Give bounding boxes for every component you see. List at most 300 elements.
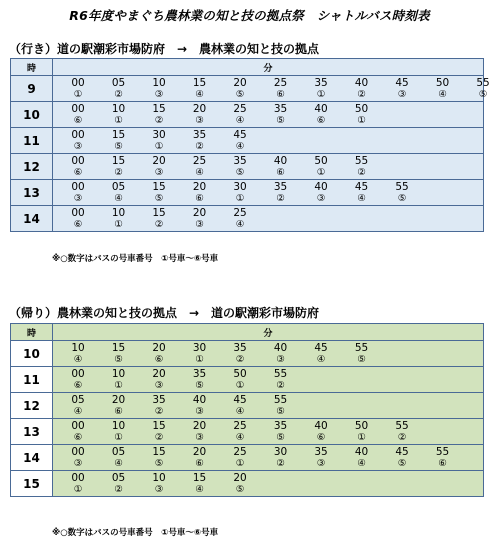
bus-number: ① <box>114 115 123 126</box>
departure-slot <box>222 447 258 469</box>
bus-number: ③ <box>316 458 326 469</box>
departure-slot <box>60 182 96 204</box>
hour-cell: 13 <box>11 419 53 445</box>
departure-minute: 55 <box>354 342 369 354</box>
departure-slot <box>222 130 258 152</box>
departure-slot <box>344 156 380 178</box>
departure-slot <box>60 369 96 391</box>
departure-minute: 35 <box>273 420 288 432</box>
outbound-note: ※○数字はバスの号車番号 ①号車～⑥号車 <box>52 254 219 264</box>
departure-minute: 25 <box>233 103 247 115</box>
departure-slot <box>182 447 218 469</box>
bus-number: ⑥ <box>73 219 83 230</box>
bus-number: ⑤ <box>114 141 123 152</box>
departure-slot <box>222 156 258 178</box>
timetable-row <box>11 206 484 232</box>
departure-slot <box>222 421 258 443</box>
departure-slot <box>60 473 96 495</box>
departure-minute: 05 <box>71 394 85 406</box>
departure-slot <box>182 421 218 443</box>
departure-slot <box>182 369 218 391</box>
departure-minute: 00 <box>71 129 85 141</box>
bus-number: ② <box>195 141 204 152</box>
departure-slot <box>60 78 96 100</box>
departure-slot <box>60 395 96 417</box>
bus-number: ④ <box>195 89 204 100</box>
bus-number: ④ <box>114 458 123 469</box>
departure-minute: 40 <box>273 155 288 167</box>
departure-minute: 00 <box>71 207 85 219</box>
departure-slot <box>303 156 339 178</box>
departure-slot <box>182 208 218 230</box>
bus-number: ② <box>114 484 123 495</box>
departure-slot <box>60 130 96 152</box>
departure-minute: 20 <box>192 446 207 458</box>
bus-number: ② <box>114 167 123 178</box>
departure-minute: 50 <box>354 420 369 432</box>
bus-number: ⑥ <box>438 458 447 469</box>
bus-number: ① <box>235 458 245 469</box>
departure-minute: 15 <box>192 472 207 484</box>
hour-column-header: 時 <box>11 59 53 76</box>
hour-cell: 14 <box>11 445 53 471</box>
departure-minute: 00 <box>71 103 85 115</box>
departure-slot <box>303 182 339 204</box>
page-title: R6年度やまぐち農林業の知と技の拠点祭 シャトルバス時刻表 <box>69 8 430 23</box>
departure-slot <box>182 78 218 100</box>
timetable-row <box>11 367 484 393</box>
bus-number: ④ <box>114 193 123 204</box>
bus-number: ① <box>316 167 326 178</box>
hour-cell: 9 <box>11 76 53 102</box>
departure-minute: 55 <box>435 446 450 458</box>
departures-cell <box>53 154 484 180</box>
timetable-row <box>11 76 484 102</box>
departure-minute: 35 <box>314 446 328 458</box>
timetable-row <box>11 445 484 471</box>
departure-slot <box>101 421 137 443</box>
hour-cell: 10 <box>11 102 53 128</box>
bus-number: ⑥ <box>195 458 204 469</box>
departure-minute: 10 <box>71 342 85 354</box>
departure-slot <box>141 78 177 100</box>
departure-slot <box>344 104 380 126</box>
timetable-row <box>11 419 484 445</box>
minute-column-header: 分 <box>53 324 484 341</box>
departure-minute: 20 <box>192 103 207 115</box>
bus-number: ① <box>235 380 245 391</box>
return-header-row <box>11 324 484 341</box>
minute-column-header: 分 <box>53 59 484 76</box>
departure-minute: 45 <box>233 394 247 406</box>
departure-minute: 30 <box>273 446 288 458</box>
departure-slot <box>182 343 218 365</box>
departure-slot <box>263 182 299 204</box>
departure-minute: 20 <box>152 342 166 354</box>
bus-number: ⑥ <box>73 380 83 391</box>
departure-slot <box>141 473 177 495</box>
return-heading: （帰り）農林業の知と技の拠点 → 道の駅潮彩市場防府 <box>9 306 320 320</box>
departure-slot <box>344 182 380 204</box>
bus-number: ④ <box>357 193 366 204</box>
departure-slot <box>222 78 258 100</box>
departure-minute: 50 <box>233 368 247 380</box>
departure-slot <box>263 343 299 365</box>
hour-cell: 12 <box>11 393 53 419</box>
departure-slot <box>263 78 299 100</box>
bus-number: ③ <box>154 89 164 100</box>
departure-minute: 25 <box>192 155 207 167</box>
timetable-row <box>11 154 484 180</box>
bus-number: ⑥ <box>276 167 285 178</box>
departure-slot <box>425 447 461 469</box>
departure-minute: 15 <box>152 420 166 432</box>
departure-minute: 25 <box>273 77 288 89</box>
departure-slot <box>222 369 258 391</box>
departure-slot <box>141 156 177 178</box>
bus-number: ③ <box>195 219 204 230</box>
bus-number: ③ <box>154 167 164 178</box>
bus-number: ② <box>154 406 164 417</box>
bus-number: ② <box>276 193 285 204</box>
bus-number: ⑥ <box>316 432 326 443</box>
departure-minute: 20 <box>192 207 207 219</box>
departure-minute: 20 <box>192 420 207 432</box>
departure-slot <box>141 104 177 126</box>
bus-number: ④ <box>235 141 245 152</box>
bus-number: ⑤ <box>276 432 285 443</box>
bus-number: ④ <box>438 89 447 100</box>
hour-cell: 10 <box>11 341 53 367</box>
bus-number: ⑤ <box>235 167 245 178</box>
departure-slot <box>303 104 339 126</box>
departure-slot <box>101 473 137 495</box>
bus-number: ① <box>73 89 83 100</box>
bus-number: ③ <box>154 484 164 495</box>
departure-slot <box>60 208 96 230</box>
departure-minute: 35 <box>314 77 328 89</box>
departures-cell <box>53 341 484 367</box>
departure-minute: 00 <box>71 472 85 484</box>
departure-slot <box>101 104 137 126</box>
departure-minute: 45 <box>395 446 409 458</box>
departure-minute: 50 <box>314 155 328 167</box>
departure-slot <box>344 421 380 443</box>
departure-slot <box>141 182 177 204</box>
departure-slot <box>303 78 339 100</box>
departures-cell <box>53 367 484 393</box>
departure-minute: 45 <box>233 129 247 141</box>
departure-minute: 30 <box>233 181 247 193</box>
bus-number: ③ <box>397 89 407 100</box>
departure-minute: 10 <box>111 207 126 219</box>
bus-number: ② <box>235 354 245 365</box>
departure-minute: 35 <box>152 394 166 406</box>
bus-number: ⑤ <box>276 115 285 126</box>
bus-number: ① <box>316 89 326 100</box>
bus-number: ① <box>357 115 366 126</box>
departures-cell <box>53 445 484 471</box>
departure-minute: 10 <box>111 368 126 380</box>
departure-minute: 20 <box>152 368 166 380</box>
departure-minute: 55 <box>273 394 288 406</box>
bus-number: ② <box>276 458 285 469</box>
timetable-row <box>11 102 484 128</box>
timetable-row <box>11 128 484 154</box>
hour-cell: 11 <box>11 367 53 393</box>
departures-cell <box>53 419 484 445</box>
bus-number: ④ <box>357 458 366 469</box>
departure-minute: 00 <box>71 420 85 432</box>
departure-slot <box>141 447 177 469</box>
hour-cell: 15 <box>11 471 53 497</box>
departure-slot <box>384 447 420 469</box>
departure-slot <box>141 369 177 391</box>
departure-minute: 10 <box>152 472 166 484</box>
hour-cell: 12 <box>11 154 53 180</box>
bus-number: ① <box>357 432 366 443</box>
departure-minute: 50 <box>354 103 369 115</box>
bus-number: ⑥ <box>73 167 83 178</box>
departure-slot <box>222 104 258 126</box>
bus-number: ③ <box>276 354 285 365</box>
departure-slot <box>465 78 499 100</box>
departure-minute: 55 <box>395 181 409 193</box>
departure-minute: 05 <box>111 446 126 458</box>
hour-column-header: 時 <box>11 324 53 341</box>
bus-number: ① <box>154 141 164 152</box>
departure-minute: 35 <box>233 155 247 167</box>
departure-slot <box>263 369 299 391</box>
departure-slot <box>303 421 339 443</box>
bus-number: ③ <box>73 141 83 152</box>
departure-minute: 55 <box>354 155 369 167</box>
departure-minute: 35 <box>233 342 247 354</box>
departure-minute: 30 <box>152 129 166 141</box>
departure-slot <box>344 343 380 365</box>
departure-slot <box>222 395 258 417</box>
departure-minute: 15 <box>111 155 126 167</box>
bus-number: ③ <box>73 193 83 204</box>
departure-minute: 40 <box>354 446 369 458</box>
departure-minute: 45 <box>314 342 328 354</box>
departure-minute: 20 <box>111 394 126 406</box>
departures-cell <box>53 471 484 497</box>
departure-minute: 20 <box>152 155 166 167</box>
departure-minute: 40 <box>314 181 328 193</box>
departure-minute: 15 <box>152 446 166 458</box>
departure-minute: 40 <box>273 342 288 354</box>
departure-minute: 15 <box>152 181 166 193</box>
departure-slot <box>101 395 137 417</box>
departure-slot <box>344 447 380 469</box>
departure-slot <box>182 156 218 178</box>
bus-number: ② <box>276 380 285 391</box>
departure-minute: 40 <box>354 77 369 89</box>
bus-number: ② <box>154 115 164 126</box>
departure-slot <box>101 182 137 204</box>
timetable-row <box>11 341 484 367</box>
departure-slot <box>263 421 299 443</box>
departure-minute: 10 <box>111 420 126 432</box>
departure-slot <box>222 343 258 365</box>
bus-number: ⑤ <box>235 484 245 495</box>
departure-minute: 10 <box>111 103 126 115</box>
bus-number: ⑥ <box>154 354 164 365</box>
departure-slot <box>384 78 420 100</box>
bus-number: ① <box>114 380 123 391</box>
departure-slot <box>101 130 137 152</box>
departure-slot <box>182 473 218 495</box>
departures-cell <box>53 102 484 128</box>
departure-slot <box>101 369 137 391</box>
bus-number: ⑤ <box>357 354 366 365</box>
departure-minute: 45 <box>395 77 409 89</box>
bus-number: ④ <box>235 406 245 417</box>
departure-slot <box>141 130 177 152</box>
departure-minute: 20 <box>192 181 207 193</box>
bus-number: ④ <box>73 406 83 417</box>
departure-minute: 05 <box>111 77 126 89</box>
bus-number: ④ <box>235 115 245 126</box>
departure-slot <box>101 447 137 469</box>
departures-cell <box>53 128 484 154</box>
departure-slot <box>101 343 137 365</box>
outbound-header-row <box>11 59 484 76</box>
departure-minute: 00 <box>71 181 85 193</box>
bus-number: ⑤ <box>154 458 164 469</box>
hour-cell: 11 <box>11 128 53 154</box>
bus-number: ④ <box>235 432 245 443</box>
departure-minute: 40 <box>314 420 328 432</box>
departure-slot <box>303 343 339 365</box>
outbound-timetable <box>10 58 490 232</box>
departure-minute: 40 <box>192 394 207 406</box>
departure-slot <box>182 182 218 204</box>
departure-minute: 00 <box>71 155 85 167</box>
departure-minute: 15 <box>111 129 126 141</box>
bus-number: ⑥ <box>73 432 83 443</box>
departure-slot <box>60 104 96 126</box>
departure-slot <box>101 156 137 178</box>
bus-number: ④ <box>73 354 83 365</box>
departure-slot <box>60 156 96 178</box>
departure-slot <box>263 447 299 469</box>
departure-minute: 05 <box>111 181 126 193</box>
departure-slot <box>60 421 96 443</box>
bus-number: ⑤ <box>195 380 204 391</box>
bus-number: ③ <box>73 458 83 469</box>
return-note: ※○数字はバスの号車番号 ①号車～⑥号車 <box>52 528 219 538</box>
departures-cell <box>53 393 484 419</box>
bus-number: ① <box>114 432 123 443</box>
departure-slot <box>384 421 420 443</box>
timetable-row <box>11 393 484 419</box>
bus-number: ⑤ <box>235 89 245 100</box>
departure-slot <box>263 104 299 126</box>
departure-slot <box>384 182 420 204</box>
departure-minute: 10 <box>152 77 166 89</box>
bus-number: ③ <box>316 193 326 204</box>
outbound-heading: （行き）道の駅潮彩市場防府 → 農林業の知と技の拠点 <box>9 42 320 56</box>
departure-slot <box>344 78 380 100</box>
bus-number: ③ <box>154 380 164 391</box>
bus-number: ⑥ <box>195 193 204 204</box>
departure-minute: 15 <box>152 207 166 219</box>
bus-number: ① <box>114 219 123 230</box>
departure-slot <box>222 208 258 230</box>
departure-slot <box>141 343 177 365</box>
bus-number: ⑥ <box>114 406 123 417</box>
departure-slot <box>263 156 299 178</box>
bus-number: ② <box>154 219 164 230</box>
bus-number: ⑥ <box>73 115 83 126</box>
departure-slot <box>101 78 137 100</box>
departure-minute: 25 <box>233 446 247 458</box>
bus-number: ② <box>357 167 366 178</box>
departure-minute: 45 <box>354 181 369 193</box>
bus-number: ⑤ <box>276 406 285 417</box>
departure-minute: 15 <box>192 77 207 89</box>
departure-minute: 05 <box>111 472 126 484</box>
bus-number: ⑤ <box>114 354 123 365</box>
return-timetable <box>10 323 484 497</box>
departure-slot <box>60 447 96 469</box>
bus-number: ① <box>195 354 204 365</box>
departure-minute: 25 <box>233 207 247 219</box>
bus-number: ③ <box>195 115 204 126</box>
bus-number: ⑥ <box>316 115 326 126</box>
timetable-row <box>11 471 484 497</box>
departure-minute: 00 <box>71 446 85 458</box>
departure-minute: 35 <box>192 129 207 141</box>
departure-slot <box>222 473 258 495</box>
bus-number: ⑤ <box>397 458 407 469</box>
departure-minute: 30 <box>192 342 207 354</box>
bus-number: ② <box>397 432 407 443</box>
departure-slot <box>101 208 137 230</box>
bus-number: ④ <box>235 219 245 230</box>
departure-slot <box>141 208 177 230</box>
departure-slot <box>141 421 177 443</box>
bus-number: ② <box>154 432 164 443</box>
bus-number: ④ <box>195 167 204 178</box>
hour-cell: 13 <box>11 180 53 206</box>
bus-number: ⑥ <box>276 89 285 100</box>
departure-minute: 35 <box>192 368 207 380</box>
departure-slot <box>182 104 218 126</box>
bus-number: ③ <box>195 432 204 443</box>
departure-minute: 50 <box>435 77 450 89</box>
bus-number: ② <box>114 89 123 100</box>
departure-minute: 20 <box>233 77 247 89</box>
departure-minute: 55 <box>273 368 288 380</box>
bus-number: ⑤ <box>478 89 488 100</box>
bus-number: ④ <box>316 354 326 365</box>
departure-minute: 35 <box>273 103 288 115</box>
departure-minute: 00 <box>71 77 85 89</box>
hour-cell: 14 <box>11 206 53 232</box>
departures-cell <box>53 206 484 232</box>
departures-cell <box>53 76 490 102</box>
departure-slot <box>263 395 299 417</box>
departure-minute: 20 <box>233 472 247 484</box>
departures-cell <box>53 180 484 206</box>
departure-minute: 35 <box>273 181 288 193</box>
departure-minute: 25 <box>233 420 247 432</box>
bus-number: ⑤ <box>397 193 407 204</box>
departure-minute: 40 <box>314 103 328 115</box>
